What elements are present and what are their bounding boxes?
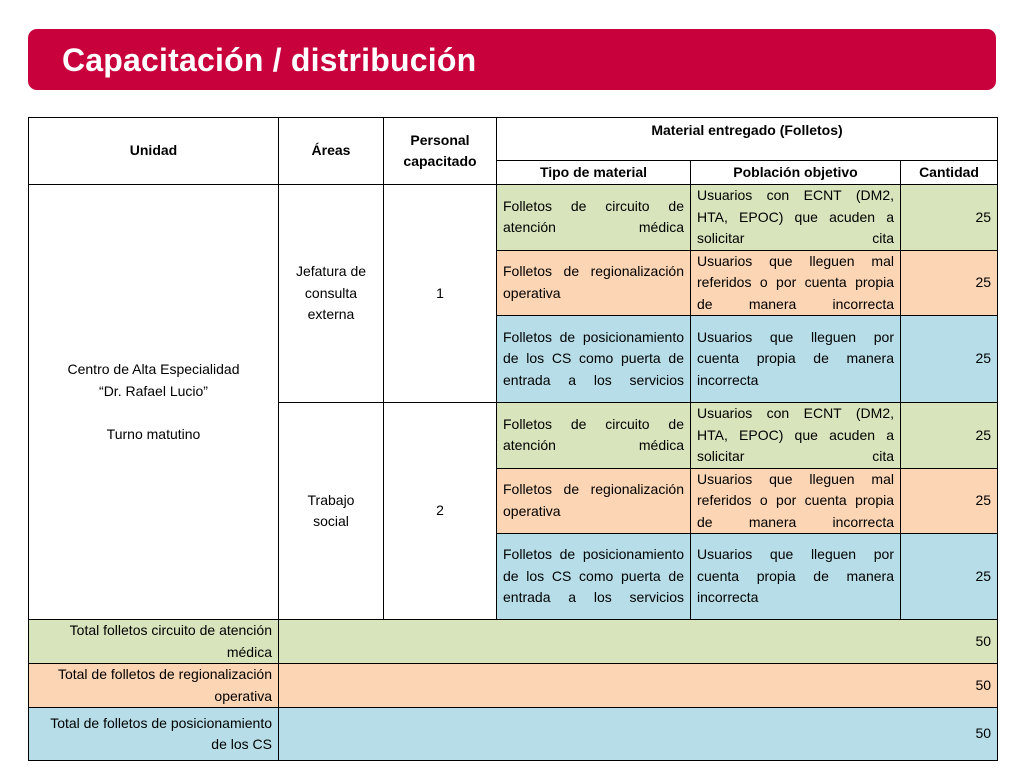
- header-material: Material entregado (Folletos): [497, 118, 998, 161]
- distribution-table: [28, 117, 998, 761]
- tipo-cell: Folletos de regionalización operativa: [497, 250, 691, 316]
- header-unidad: Unidad: [29, 118, 279, 185]
- cantidad-cell: 25: [901, 185, 998, 251]
- tipo-cell: Folletos de circuito de atención médica: [497, 403, 691, 469]
- total-label: Total de folletos de regionalización operativa: [29, 664, 279, 708]
- total-value: 50: [279, 708, 998, 761]
- total-row: [29, 664, 998, 708]
- header-cantidad: Cantidad: [901, 161, 998, 185]
- table-row: [29, 185, 998, 251]
- tipo-cell: Folletos de regionalización operativa: [497, 468, 691, 534]
- poblacion-cell: Usuarios que lleguen por cuenta propia de manera incorrecta: [691, 534, 901, 620]
- personal-cell: 2: [384, 403, 497, 620]
- cantidad-cell: 25: [901, 468, 998, 534]
- area-cell: Jefatura de consulta externa: [279, 185, 384, 403]
- poblacion-cell: Usuarios con ECNT (DM2, HTA, EPOC) que acuden a solicitar cita: [691, 403, 901, 469]
- tipo-cell: Folletos de circuito de atención médica: [497, 185, 691, 251]
- header-personal: Personal capacitado: [384, 118, 497, 185]
- poblacion-cell: Usuarios que lleguen mal referidos o por cuenta propia de manera incorrecta: [691, 468, 901, 534]
- page-title: Capacitación / distribución: [62, 42, 477, 78]
- total-row: [29, 708, 998, 761]
- cantidad-cell: 25: [901, 316, 998, 403]
- cantidad-cell: 25: [901, 250, 998, 316]
- total-label: Total folletos circuito de atención médica: [29, 620, 279, 664]
- poblacion-cell: Usuarios con ECNT (DM2, HTA, EPOC) que acuden a solicitar cita: [691, 185, 901, 251]
- cantidad-cell: 25: [901, 403, 998, 469]
- unit-doctor: “Dr. Rafael Lucio”: [99, 382, 208, 399]
- poblacion-cell: Usuarios que lleguen por cuenta propia de manera incorrecta: [691, 316, 901, 403]
- tipo-cell: Folletos de posicionamiento de los CS como puerta de entrada a los servicios: [497, 316, 691, 403]
- header-areas: Áreas: [279, 118, 384, 185]
- unit-shift: Turno matutino: [106, 425, 201, 442]
- tipo-cell: Folletos de posicionamiento de los CS como puerta de entrada a los servicios: [497, 534, 691, 620]
- personal-cell: 1: [384, 185, 497, 403]
- header-poblacion: Población objetivo: [691, 161, 901, 185]
- area-cell: Trabajo social: [279, 403, 384, 620]
- poblacion-cell: Usuarios que lleguen mal referidos o por cuenta propia de manera incorrecta: [691, 250, 901, 316]
- total-label: Total de folletos de posicionamiento de los CS: [29, 708, 279, 761]
- total-value: 50: [279, 620, 998, 664]
- header-tipo: Tipo de material: [497, 161, 691, 185]
- unit-name: Centro de Alta Especialidad: [67, 361, 240, 377]
- total-value: 50: [279, 664, 998, 708]
- title-bar: [28, 29, 996, 90]
- unit-cell: [29, 185, 279, 620]
- total-row: [29, 620, 998, 664]
- cantidad-cell: 25: [901, 534, 998, 620]
